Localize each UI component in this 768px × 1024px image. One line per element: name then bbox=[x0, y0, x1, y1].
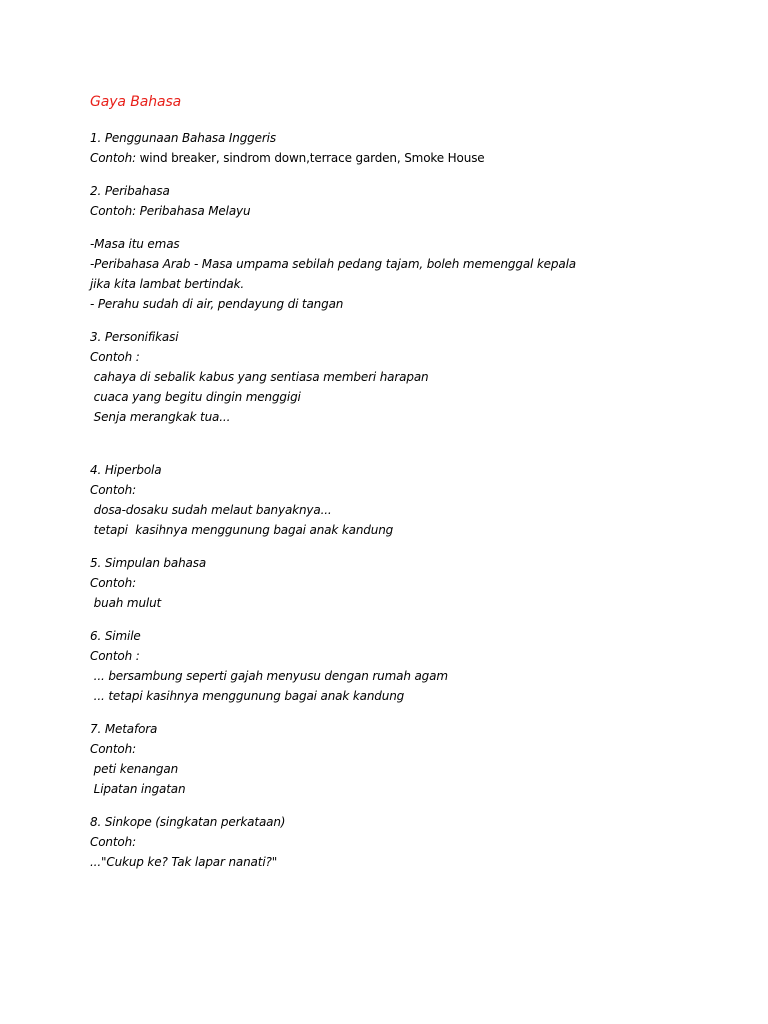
example-line: Lipatan ingatan bbox=[90, 782, 186, 796]
example-line: peti kenangan bbox=[90, 762, 179, 776]
document-page bbox=[90, 92, 730, 885]
section-heading: 5. Simpulan bahasa bbox=[90, 556, 207, 570]
example-label: Contoh: bbox=[90, 835, 136, 849]
example-label: Contoh: bbox=[90, 483, 136, 497]
example-line: dosa-dosaku sudah melaut banyaknya... bbox=[90, 503, 332, 517]
example-label: Contoh: bbox=[90, 151, 140, 165]
example-text: wind breaker, sindrom down,terrace garden, Smoke House bbox=[139, 151, 485, 165]
example-line: cuaca yang begitu dingin menggigi bbox=[90, 390, 301, 404]
example-line: - Perahu sudah di air, pendayung di tangan bbox=[90, 297, 344, 311]
example-line: jika kita lambat bertindak. bbox=[90, 277, 245, 291]
section-3 bbox=[90, 327, 730, 427]
example-line: tetapi kasihnya menggunung bagai anak kandung bbox=[90, 523, 394, 537]
section-heading: 8. Sinkope (singkatan perkataan) bbox=[90, 815, 286, 829]
example-label: Contoh: bbox=[90, 576, 136, 590]
example-label: Contoh : bbox=[90, 350, 140, 364]
section-heading: 3. Personifikasi bbox=[90, 330, 179, 344]
example-line: -Masa itu emas bbox=[90, 237, 180, 251]
section-heading: 7. Metafora bbox=[90, 722, 158, 736]
example-line: ... tetapi kasihnya menggunung bagai anak kandung bbox=[90, 689, 405, 703]
section-5 bbox=[90, 553, 730, 613]
section-7 bbox=[90, 719, 730, 799]
document-title: Gaya Bahasa bbox=[90, 94, 182, 110]
example-line: Senja merangkak tua... bbox=[90, 410, 231, 424]
section-1 bbox=[90, 128, 730, 168]
example-label: Contoh : bbox=[90, 649, 140, 663]
section-heading: 2. Peribahasa bbox=[90, 184, 170, 198]
section-6 bbox=[90, 626, 730, 706]
example-line: -Peribahasa Arab - Masa umpama sebilah pedang tajam, boleh memenggal kepala bbox=[90, 257, 576, 271]
example-line: ... bersambung seperti gajah menyusu dengan rumah agam bbox=[90, 669, 448, 683]
section-2-examples bbox=[90, 234, 730, 314]
example-line: ..."Cukup ke? Tak lapar nanati?" bbox=[90, 855, 278, 869]
section-8 bbox=[90, 812, 730, 872]
section-2 bbox=[90, 181, 730, 221]
example-line: Contoh: Peribahasa Melayu bbox=[90, 204, 251, 218]
section-heading: 4. Hiperbola bbox=[90, 463, 162, 477]
section-heading: 6. Simile bbox=[90, 629, 141, 643]
section-heading: 1. Penggunaan Bahasa Inggeris bbox=[90, 131, 276, 145]
example-line: buah mulut bbox=[90, 596, 162, 610]
section-4 bbox=[90, 460, 730, 540]
example-label: Contoh: bbox=[90, 742, 136, 756]
example-line: cahaya di sebalik kabus yang sentiasa memberi harapan bbox=[90, 370, 429, 384]
example-line bbox=[90, 148, 730, 168]
